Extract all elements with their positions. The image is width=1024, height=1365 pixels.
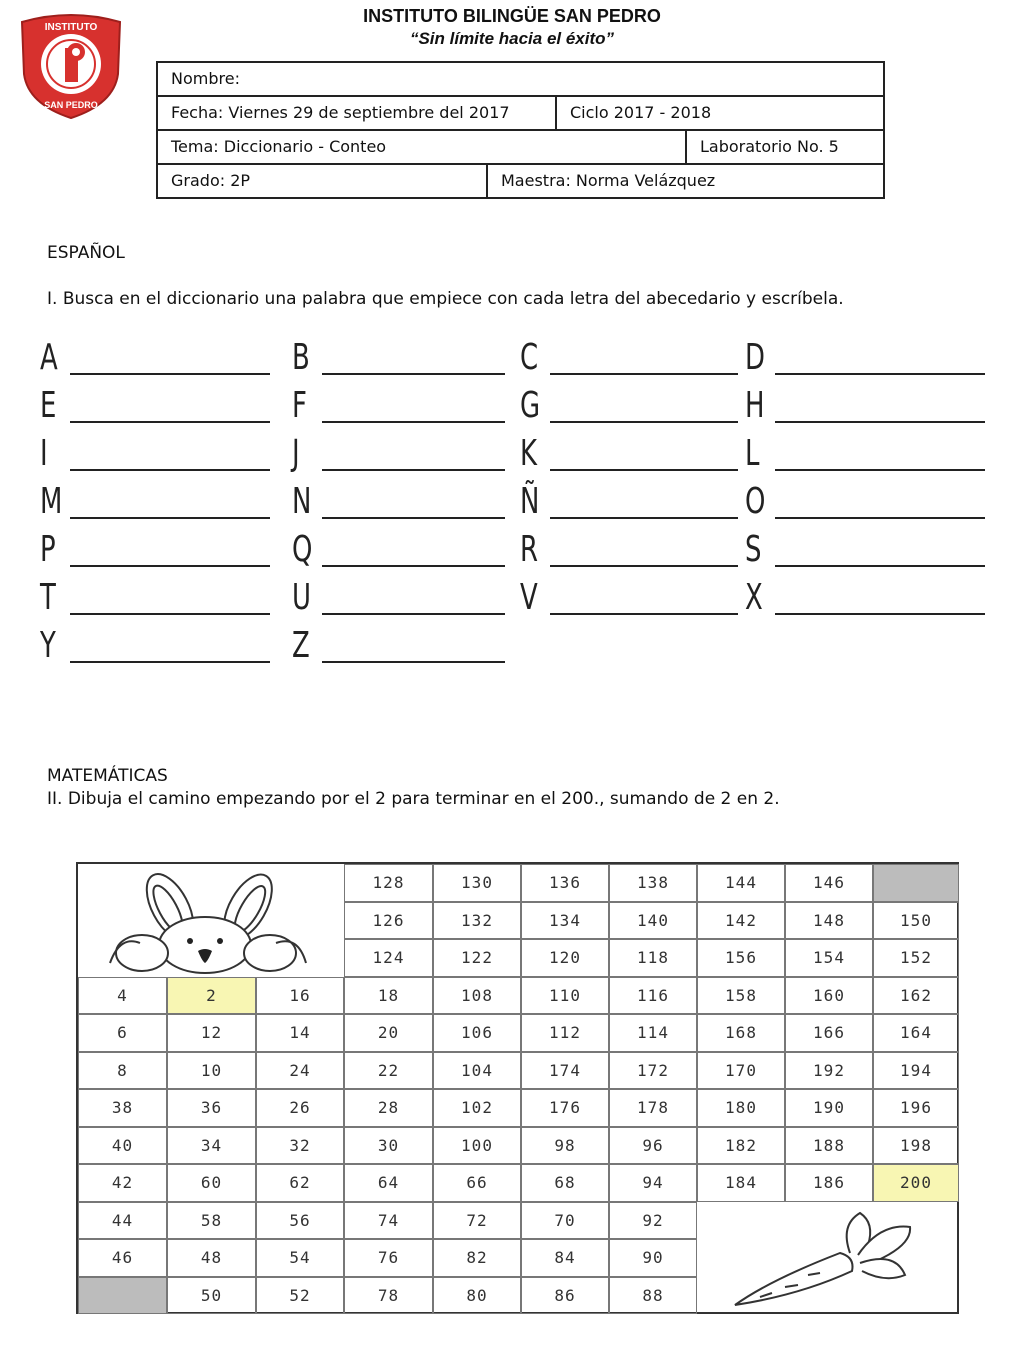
grid-cell[interactable]: 88 [609, 1277, 697, 1315]
math-heading: MATEMÁTICAS [47, 766, 168, 786]
grid-cell[interactable]: 54 [256, 1239, 344, 1277]
answer-line[interactable] [775, 469, 985, 471]
grid-cell[interactable]: 116 [609, 977, 697, 1015]
school-motto: “Sin límite hacia el éxito” [409, 29, 615, 48]
letter-entry[interactable] [745, 383, 985, 431]
letter-entry[interactable] [40, 623, 270, 671]
spanish-heading: ESPAÑOL [47, 243, 125, 263]
grid-cell[interactable]: 60 [167, 1164, 256, 1202]
grid-cell[interactable]: 34 [167, 1127, 256, 1165]
date-field: Fecha: Viernes 29 de septiembre del 2017 [171, 103, 510, 122]
carrot-illustration [700, 1205, 955, 1310]
grid-cell[interactable]: 62 [256, 1164, 344, 1202]
answer-line[interactable] [550, 613, 738, 615]
answer-line[interactable] [70, 373, 270, 375]
alphabet-letter: Q [292, 529, 313, 570]
grid-cell[interactable]: 24 [256, 1052, 344, 1090]
answer-line[interactable] [550, 373, 738, 375]
grid-cell[interactable]: 200 [873, 1164, 959, 1202]
answer-line[interactable] [550, 565, 738, 567]
alphabet-letter: E [40, 385, 57, 426]
letter-entry[interactable] [745, 575, 985, 623]
grid-cell[interactable]: 90 [609, 1239, 697, 1277]
grid-cell[interactable]: 170 [697, 1052, 785, 1090]
answer-line[interactable] [322, 517, 505, 519]
answer-line[interactable] [775, 613, 985, 615]
grid-cell[interactable]: 94 [609, 1164, 697, 1202]
letter-entry[interactable] [520, 383, 738, 431]
letter-entry[interactable] [292, 431, 505, 479]
math-instruction: II. Dibuja el camino empezando por el 2 para terminar en el 200., sumando de 2 en 2. [47, 789, 780, 809]
grid-cell[interactable]: 6 [78, 1014, 167, 1052]
grid-cell[interactable]: 110 [521, 977, 609, 1015]
answer-line[interactable] [775, 565, 985, 567]
grid-cell[interactable]: 76 [344, 1239, 433, 1277]
grid-cell[interactable]: 14 [256, 1014, 344, 1052]
letter-entry[interactable] [292, 623, 505, 671]
grid-cell[interactable]: 120 [521, 939, 609, 977]
grid-cell[interactable]: 2 [167, 977, 256, 1015]
grid-cell[interactable]: 158 [697, 977, 785, 1015]
alphabet-letter: N [292, 481, 312, 522]
grid-cell[interactable]: 92 [609, 1202, 697, 1240]
grid-cell[interactable]: 136 [521, 864, 609, 902]
letter-entry[interactable] [40, 335, 270, 383]
grid-cell[interactable]: 168 [697, 1014, 785, 1052]
grid-cell[interactable]: 26 [256, 1089, 344, 1127]
alphabet-letter: X [745, 577, 763, 618]
grid-cell[interactable] [78, 1277, 167, 1315]
grid-cell[interactable]: 4 [78, 977, 167, 1015]
answer-line[interactable] [322, 469, 505, 471]
grid-cell[interactable]: 194 [873, 1052, 959, 1090]
alphabet-letter: Ñ [520, 481, 540, 522]
grid-cell[interactable]: 58 [167, 1202, 256, 1240]
alphabet-letter: D [745, 337, 765, 378]
alphabet-writing-area [0, 335, 1024, 680]
grid-cell[interactable]: 104 [433, 1052, 521, 1090]
grid-cell[interactable]: 182 [697, 1127, 785, 1165]
answer-line[interactable] [775, 517, 985, 519]
alphabet-letter: F [292, 385, 307, 426]
grid-cell[interactable]: 162 [873, 977, 959, 1015]
answer-line[interactable] [70, 469, 270, 471]
grid-cell[interactable]: 164 [873, 1014, 959, 1052]
alphabet-letter: G [520, 385, 541, 426]
alphabet-letter: S [745, 529, 762, 570]
letter-entry[interactable] [40, 383, 270, 431]
letter-entry[interactable] [292, 527, 505, 575]
grid-cell[interactable]: 132 [433, 902, 521, 940]
grid-cell[interactable]: 100 [433, 1127, 521, 1165]
grid-cell[interactable]: 186 [785, 1164, 873, 1202]
alphabet-letter: O [745, 481, 766, 522]
grid-cell[interactable]: 122 [433, 939, 521, 977]
grid-cell[interactable]: 118 [609, 939, 697, 977]
answer-line[interactable] [70, 517, 270, 519]
answer-line[interactable] [70, 613, 270, 615]
grid-cell[interactable]: 102 [433, 1089, 521, 1127]
lab-number-field: Laboratorio No. 5 [685, 131, 883, 163]
grid-cell[interactable]: 126 [344, 902, 433, 940]
letter-entry[interactable] [520, 479, 738, 527]
alphabet-letter: M [40, 481, 63, 522]
grid-cell[interactable]: 18 [344, 977, 433, 1015]
grid-cell[interactable]: 46 [78, 1239, 167, 1277]
grid-cell[interactable]: 66 [433, 1164, 521, 1202]
letter-entry[interactable] [40, 431, 270, 479]
grid-cell[interactable]: 72 [433, 1202, 521, 1240]
letter-entry[interactable] [292, 335, 505, 383]
alphabet-letter: Z [292, 625, 310, 666]
grid-cell[interactable]: 146 [785, 864, 873, 902]
answer-line[interactable] [550, 517, 738, 519]
grid-cell[interactable]: 130 [433, 864, 521, 902]
grid-cell[interactable]: 44 [78, 1202, 167, 1240]
rabbit-illustration [80, 865, 342, 977]
grid-cell[interactable]: 142 [697, 902, 785, 940]
letter-entry[interactable] [520, 335, 738, 383]
letter-entry[interactable] [745, 527, 985, 575]
answer-line[interactable] [322, 661, 505, 663]
letter-entry[interactable] [40, 575, 270, 623]
info-row-name [158, 63, 883, 97]
letter-entry[interactable] [292, 575, 505, 623]
spanish-instruction: I. Busca en el diccionario una palabra que empiece con cada letra del abecedario y escríbela. [47, 289, 844, 309]
letter-entry[interactable] [40, 527, 270, 575]
logo-text-bottom: SAN PEDRO [44, 100, 98, 110]
alphabet-letter: T [40, 577, 56, 618]
grid-cell[interactable]: 172 [609, 1052, 697, 1090]
grid-cell[interactable]: 48 [167, 1239, 256, 1277]
grid-cell[interactable]: 152 [873, 939, 959, 977]
answer-line[interactable] [70, 661, 270, 663]
alphabet-letter: V [520, 577, 538, 618]
info-row-topic [158, 131, 883, 165]
grid-cell[interactable]: 70 [521, 1202, 609, 1240]
school-name: INSTITUTO BILINGÜE SAN PEDRO [363, 6, 661, 26]
grid-cell[interactable]: 112 [521, 1014, 609, 1052]
answer-line[interactable] [550, 421, 738, 423]
cycle-field: Ciclo 2017 - 2018 [555, 97, 883, 129]
alphabet-letter: C [520, 337, 539, 378]
alphabet-letter: K [520, 433, 537, 474]
grid-cell[interactable]: 184 [697, 1164, 785, 1202]
grid-cell[interactable]: 106 [433, 1014, 521, 1052]
grid-cell[interactable]: 50 [167, 1277, 256, 1315]
grid-cell[interactable]: 114 [609, 1014, 697, 1052]
answer-line[interactable] [550, 469, 738, 471]
info-row-date [158, 97, 883, 131]
alphabet-letter: A [40, 337, 58, 378]
grid-cell[interactable]: 190 [785, 1089, 873, 1127]
alphabet-letter: I [40, 433, 48, 474]
alphabet-letter: U [292, 577, 311, 618]
grid-cell[interactable]: 150 [873, 902, 959, 940]
answer-line[interactable] [775, 373, 985, 375]
grid-cell[interactable]: 74 [344, 1202, 433, 1240]
grid-cell[interactable]: 40 [78, 1127, 167, 1165]
grid-cell[interactable]: 86 [521, 1277, 609, 1315]
grid-cell[interactable]: 30 [344, 1127, 433, 1165]
teacher-field: Maestra: Norma Velázquez [486, 165, 883, 199]
grid-cell[interactable]: 68 [521, 1164, 609, 1202]
grid-cell[interactable]: 78 [344, 1277, 433, 1315]
grade-field: Grado: 2P [171, 171, 251, 190]
grid-cell[interactable]: 8 [78, 1052, 167, 1090]
grid-cell[interactable]: 198 [873, 1127, 959, 1165]
answer-line[interactable] [322, 373, 505, 375]
alphabet-letter: B [292, 337, 310, 378]
grid-cell[interactable]: 20 [344, 1014, 433, 1052]
grid-cell[interactable]: 128 [344, 864, 433, 902]
alphabet-letter: P [40, 529, 56, 570]
grid-cell[interactable]: 10 [167, 1052, 256, 1090]
grid-cell[interactable]: 138 [609, 864, 697, 902]
grid-cell[interactable]: 36 [167, 1089, 256, 1127]
grid-cell[interactable]: 156 [697, 939, 785, 977]
grid-cell[interactable]: 42 [78, 1164, 167, 1202]
grid-cell[interactable]: 166 [785, 1014, 873, 1052]
answer-line[interactable] [322, 613, 505, 615]
grid-cell[interactable] [873, 864, 959, 902]
topic-field: Tema: Diccionario - Conteo [171, 137, 387, 156]
student-info-table [156, 61, 885, 199]
letter-entry[interactable] [745, 335, 985, 383]
grid-cell[interactable]: 188 [785, 1127, 873, 1165]
grid-cell[interactable]: 134 [521, 902, 609, 940]
grid-cell[interactable]: 52 [256, 1277, 344, 1315]
grid-cell[interactable]: 96 [609, 1127, 697, 1165]
letter-entry[interactable] [292, 383, 505, 431]
answer-line[interactable] [322, 565, 505, 567]
grid-cell[interactable]: 144 [697, 864, 785, 902]
grid-cell[interactable]: 98 [521, 1127, 609, 1165]
grid-cell[interactable]: 56 [256, 1202, 344, 1240]
grid-cell[interactable]: 38 [78, 1089, 167, 1127]
grid-cell[interactable]: 192 [785, 1052, 873, 1090]
grid-cell[interactable]: 148 [785, 902, 873, 940]
grid-cell[interactable]: 64 [344, 1164, 433, 1202]
answer-line[interactable] [70, 565, 270, 567]
grid-cell[interactable]: 12 [167, 1014, 256, 1052]
alphabet-letter: L [745, 433, 760, 474]
grid-cell[interactable]: 82 [433, 1239, 521, 1277]
letter-entry[interactable] [745, 431, 985, 479]
answer-line[interactable] [322, 421, 505, 423]
answer-line[interactable] [775, 421, 985, 423]
logo-text-top: INSTITUTO [44, 22, 98, 33]
alphabet-letter: H [745, 385, 765, 426]
alphabet-letter: R [520, 529, 539, 570]
grid-cell[interactable]: 84 [521, 1239, 609, 1277]
letter-entry[interactable] [520, 431, 738, 479]
grid-cell[interactable]: 32 [256, 1127, 344, 1165]
grid-cell[interactable]: 124 [344, 939, 433, 977]
info-row-grade [158, 165, 883, 199]
grid-cell[interactable]: 174 [521, 1052, 609, 1090]
grid-cell[interactable]: 180 [697, 1089, 785, 1127]
answer-line[interactable] [70, 421, 270, 423]
grid-cell[interactable]: 160 [785, 977, 873, 1015]
grid-cell[interactable]: 154 [785, 939, 873, 977]
grid-cell[interactable]: 28 [344, 1089, 433, 1127]
grid-cell[interactable]: 22 [344, 1052, 433, 1090]
grid-cell[interactable]: 140 [609, 902, 697, 940]
grid-cell[interactable]: 16 [256, 977, 344, 1015]
letter-entry[interactable] [292, 479, 505, 527]
grid-cell[interactable]: 108 [433, 977, 521, 1015]
grid-cell[interactable]: 178 [609, 1089, 697, 1127]
name-field[interactable]: Nombre: [171, 69, 240, 88]
grid-cell[interactable]: 176 [521, 1089, 609, 1127]
alphabet-letter: J [292, 433, 300, 474]
letter-entry[interactable] [40, 479, 270, 527]
alphabet-letter: Y [40, 625, 56, 666]
letter-entry[interactable] [745, 479, 985, 527]
letter-entry[interactable] [520, 527, 738, 575]
grid-cell[interactable]: 196 [873, 1089, 959, 1127]
letter-entry[interactable] [520, 575, 738, 623]
grid-cell[interactable]: 80 [433, 1277, 521, 1315]
